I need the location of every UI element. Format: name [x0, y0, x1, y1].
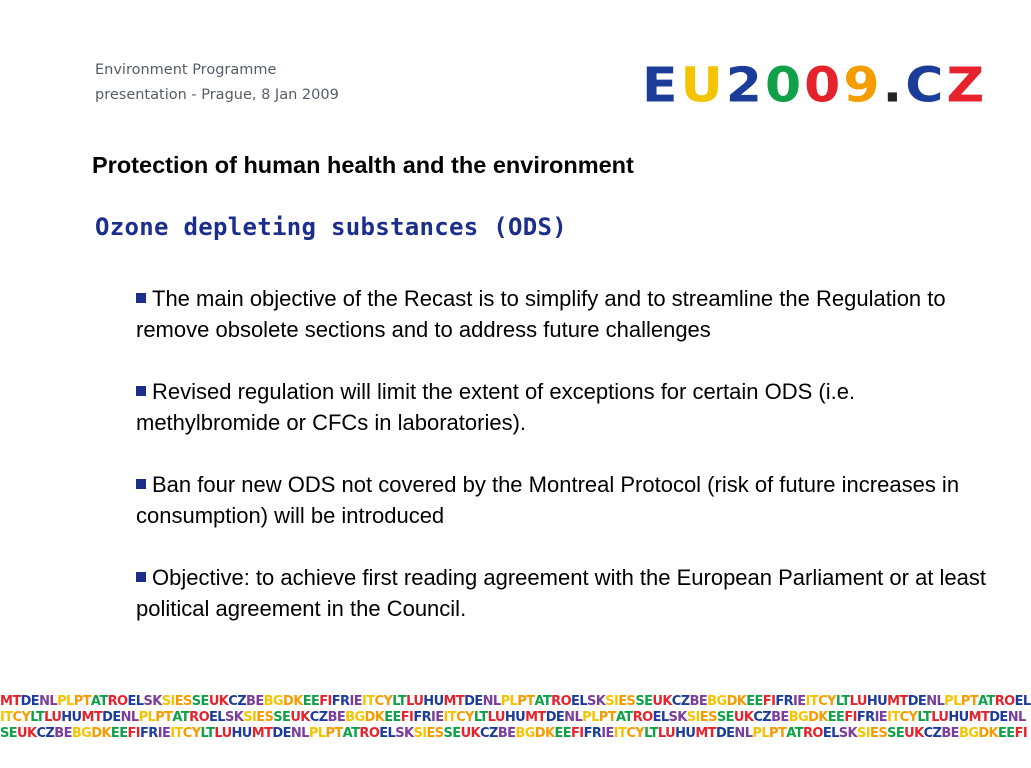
country-code: IE — [793, 694, 806, 709]
country-code: PT — [598, 710, 616, 725]
country-code: CY — [899, 710, 918, 725]
country-code: DE — [272, 726, 291, 741]
country-code: FI — [571, 726, 584, 741]
slide-title: Protection of human health and the environment — [92, 152, 634, 178]
country-code: BG — [71, 726, 92, 741]
country-code: LT — [30, 710, 45, 725]
country-code: CZ — [309, 710, 328, 725]
country-code: CZ — [923, 726, 942, 741]
country-code: FR — [775, 694, 794, 709]
logo-letter: C — [905, 58, 945, 114]
country-code: BG — [515, 726, 535, 741]
bullet-text: Ban four new ODS not covered by the Montreal Protocol (risk of future increases in consumption) will be introduced — [136, 472, 960, 528]
country-code: HU — [61, 710, 82, 725]
country-code: EL — [127, 694, 144, 709]
country-code: ES — [426, 726, 444, 741]
country-code: DK — [283, 694, 303, 709]
country-code: UK — [208, 694, 229, 709]
presentation-header — [95, 58, 339, 108]
country-code: AT — [977, 694, 995, 709]
logo-letter: . — [882, 58, 904, 114]
country-code: DE — [715, 726, 735, 741]
strip-line — [0, 710, 1024, 726]
country-code: SE — [443, 726, 461, 741]
country-code: SE — [716, 710, 734, 725]
country-code: EL — [209, 710, 225, 725]
country-code: CZ — [671, 694, 690, 709]
country-code: HU — [948, 710, 969, 725]
country-code: CZ — [753, 710, 772, 725]
country-code: UK — [460, 726, 481, 741]
country-code: EL — [1014, 694, 1031, 709]
country-code: PT — [769, 726, 787, 741]
country-code: LU — [406, 694, 424, 709]
country-code: LT — [200, 726, 215, 741]
country-code: MT — [968, 710, 990, 725]
country-code: BG — [707, 694, 727, 709]
country-code: AT — [786, 726, 803, 741]
country-code: AT — [342, 726, 360, 741]
bullet-text: The main objective of the Recast is to simplify and to streamline the Regulation to remove obsolete sections and to address future challenges — [136, 286, 946, 342]
country-code: DK — [91, 726, 111, 741]
country-code: RO — [189, 710, 210, 725]
country-code: UK — [652, 694, 672, 709]
country-code: BG — [345, 710, 365, 725]
country-code: IE — [157, 726, 171, 741]
country-code: EE — [110, 726, 128, 741]
country-code: CY — [818, 694, 836, 709]
country-code: FR — [583, 726, 602, 741]
strip-line — [0, 694, 1031, 710]
logo-letter: 0 — [764, 58, 803, 114]
country-code: MT — [251, 726, 273, 741]
country-code: SI — [413, 726, 427, 741]
country-code: SE — [273, 710, 291, 725]
country-code: HU — [675, 726, 696, 741]
bullet-square-icon — [136, 293, 146, 303]
country-code: RO — [994, 694, 1015, 709]
country-code: PT — [73, 694, 91, 709]
country-code: SK — [668, 710, 687, 725]
country-code: PL — [752, 726, 770, 741]
country-code: BE — [54, 726, 72, 741]
country-code: NL — [39, 694, 58, 709]
country-code: CY — [374, 694, 393, 709]
logo-letter: 0 — [804, 58, 842, 114]
country-code: UK — [17, 726, 37, 741]
country-code: NL — [926, 694, 945, 709]
country-code: LT — [644, 726, 658, 741]
country-code: PL — [138, 710, 156, 725]
country-code: EE — [384, 710, 401, 725]
country-code: SK — [143, 694, 162, 709]
country-code: EE — [554, 726, 572, 741]
country-code: AT — [90, 694, 108, 709]
country-code: EL — [379, 726, 396, 741]
country-code: LU — [657, 726, 676, 741]
country-code: BE — [246, 694, 264, 709]
country-code: DE — [20, 694, 40, 709]
country-code: CY — [626, 726, 645, 741]
logo-letter: 9 — [843, 58, 881, 114]
country-code: IT — [0, 710, 13, 725]
country-code: SE — [635, 694, 653, 709]
country-code: AT — [615, 710, 633, 725]
country-code: FR — [856, 710, 875, 725]
country-code: ES — [870, 726, 888, 741]
country-code: PT — [155, 710, 173, 725]
country-code: SK — [838, 726, 858, 741]
country-code: DE — [102, 710, 121, 725]
country-code: UK — [904, 726, 924, 741]
country-code: DK — [534, 726, 555, 741]
country-code: IT — [613, 726, 627, 741]
country-code: SI — [161, 694, 175, 709]
country-code: SE — [887, 726, 905, 741]
eu2009-logo — [642, 60, 985, 112]
country-code: FI — [400, 710, 414, 725]
member-state-code-strip — [0, 694, 1031, 744]
country-code: LU — [849, 694, 867, 709]
logo-letter: U — [680, 58, 724, 114]
logo-letter: E — [642, 58, 679, 114]
country-code: EE — [746, 694, 763, 709]
country-code: PT — [325, 726, 343, 741]
country-code: FR — [140, 726, 158, 741]
country-code: LT — [835, 694, 850, 709]
country-code: IT — [170, 726, 183, 741]
country-code: FI — [319, 694, 332, 709]
country-code: PT — [517, 694, 535, 709]
country-code: IT — [887, 710, 900, 725]
country-code: HU — [231, 726, 252, 741]
bullet-square-icon — [136, 479, 146, 489]
country-code: SK — [587, 694, 606, 709]
country-code: EE — [998, 726, 1015, 741]
bullet-item — [136, 562, 986, 624]
country-code: DE — [907, 694, 927, 709]
country-code: DK — [808, 710, 828, 725]
bullet-item — [136, 469, 986, 531]
country-code: EL — [571, 694, 588, 709]
country-code: BG — [788, 710, 809, 725]
country-code: DE — [545, 710, 565, 725]
country-code: PL — [57, 694, 74, 709]
country-code: PL — [308, 726, 326, 741]
header-line-presentation: presentation - Prague, 8 Jan 2009 — [95, 87, 339, 103]
strip-line — [0, 726, 1028, 742]
country-code: EE — [302, 694, 320, 709]
bullet-text: Revised regulation will limit the extent of exceptions for certain ODS (i.e. methylbromide or CFCs in laboratories). — [136, 379, 856, 435]
country-code: FI — [844, 710, 857, 725]
country-code: AT — [534, 694, 552, 709]
country-code: AT — [172, 710, 190, 725]
country-code: CZ — [36, 726, 55, 741]
country-code: PL — [500, 694, 518, 709]
logo-letter: Z — [946, 58, 986, 114]
country-code: IT — [805, 694, 819, 709]
country-code: IE — [874, 710, 888, 725]
country-code: LU — [214, 726, 232, 741]
country-code: HU — [866, 694, 888, 709]
country-code: HU — [504, 710, 526, 725]
country-code: MT — [81, 710, 103, 725]
country-code: LU — [487, 710, 505, 725]
country-code: EL — [822, 726, 839, 741]
bullet-text: Objective: to achieve first reading agreement with the European Parliament or at least political agreement in the Council. — [136, 565, 987, 621]
logo-letter: 2 — [725, 58, 763, 114]
country-code: SI — [857, 726, 871, 741]
country-code: SI — [686, 710, 700, 725]
country-code: LU — [44, 710, 62, 725]
country-code: PL — [944, 694, 961, 709]
header-line-programme: Environment Programme — [95, 62, 277, 78]
country-code: BE — [689, 694, 708, 709]
country-code: NL — [482, 694, 501, 709]
country-code: FI — [762, 694, 776, 709]
country-code: SI — [243, 710, 257, 725]
country-code: CZ — [228, 694, 247, 709]
country-code: NL — [1007, 710, 1026, 725]
country-code: DK — [364, 710, 385, 725]
bullet-list — [136, 283, 986, 655]
bullet-square-icon — [136, 386, 146, 396]
country-code: NL — [734, 726, 753, 741]
country-code: RO — [551, 694, 572, 709]
bullet-item — [136, 376, 986, 438]
country-code: IE — [431, 710, 444, 725]
country-code: RO — [107, 694, 128, 709]
country-code: MT — [525, 710, 546, 725]
country-code: CZ — [480, 726, 498, 741]
country-code: CY — [182, 726, 201, 741]
country-code: FR — [331, 694, 350, 709]
country-code: IE — [349, 694, 363, 709]
country-code: HU — [423, 694, 444, 709]
country-code: EL — [652, 710, 669, 725]
country-code: EE — [827, 710, 845, 725]
country-code: FR — [413, 710, 432, 725]
country-code: FI — [127, 726, 141, 741]
country-code: MT — [887, 694, 908, 709]
country-code: NL — [120, 710, 139, 725]
slide-subtitle: Ozone depleting substances (ODS) — [95, 213, 567, 241]
country-code: LT — [917, 710, 932, 725]
country-code: PL — [582, 710, 599, 725]
country-code: RO — [632, 710, 653, 725]
country-code: SE — [191, 694, 209, 709]
country-code: BE — [941, 726, 959, 741]
country-code: BG — [263, 694, 284, 709]
country-code: MT — [695, 726, 716, 741]
country-code: LT — [392, 694, 407, 709]
country-code: ES — [174, 694, 192, 709]
country-code: BG — [958, 726, 979, 741]
country-code: ES — [256, 710, 274, 725]
bullet-item — [136, 283, 986, 345]
country-code: NL — [564, 710, 583, 725]
country-code: DE — [464, 694, 483, 709]
country-code: RO — [802, 726, 823, 741]
country-code: MT — [0, 694, 21, 709]
country-code: ES — [699, 710, 717, 725]
country-code: IT — [362, 694, 375, 709]
country-code: IT — [443, 710, 457, 725]
country-code: DK — [978, 726, 999, 741]
country-code: SI — [605, 694, 619, 709]
country-code: DK — [726, 694, 747, 709]
country-code: MT — [443, 694, 465, 709]
country-code: FI — [1014, 726, 1028, 741]
country-code: CY — [456, 710, 474, 725]
country-code: BE — [771, 710, 789, 725]
bullet-square-icon — [136, 572, 146, 582]
country-code: SK — [395, 726, 414, 741]
country-code: SE — [0, 726, 18, 741]
country-code: RO — [359, 726, 380, 741]
country-code: ES — [618, 694, 636, 709]
country-code: IE — [601, 726, 614, 741]
country-code: LT — [473, 710, 488, 725]
country-code: BE — [497, 726, 516, 741]
country-code: NL — [290, 726, 309, 741]
country-code: DE — [989, 710, 1008, 725]
country-code: SK — [225, 710, 244, 725]
country-code: UK — [733, 710, 754, 725]
country-code: UK — [290, 710, 310, 725]
country-code: BE — [327, 710, 346, 725]
country-code: CY — [12, 710, 31, 725]
country-code: PT — [960, 694, 978, 709]
country-code: LU — [931, 710, 949, 725]
